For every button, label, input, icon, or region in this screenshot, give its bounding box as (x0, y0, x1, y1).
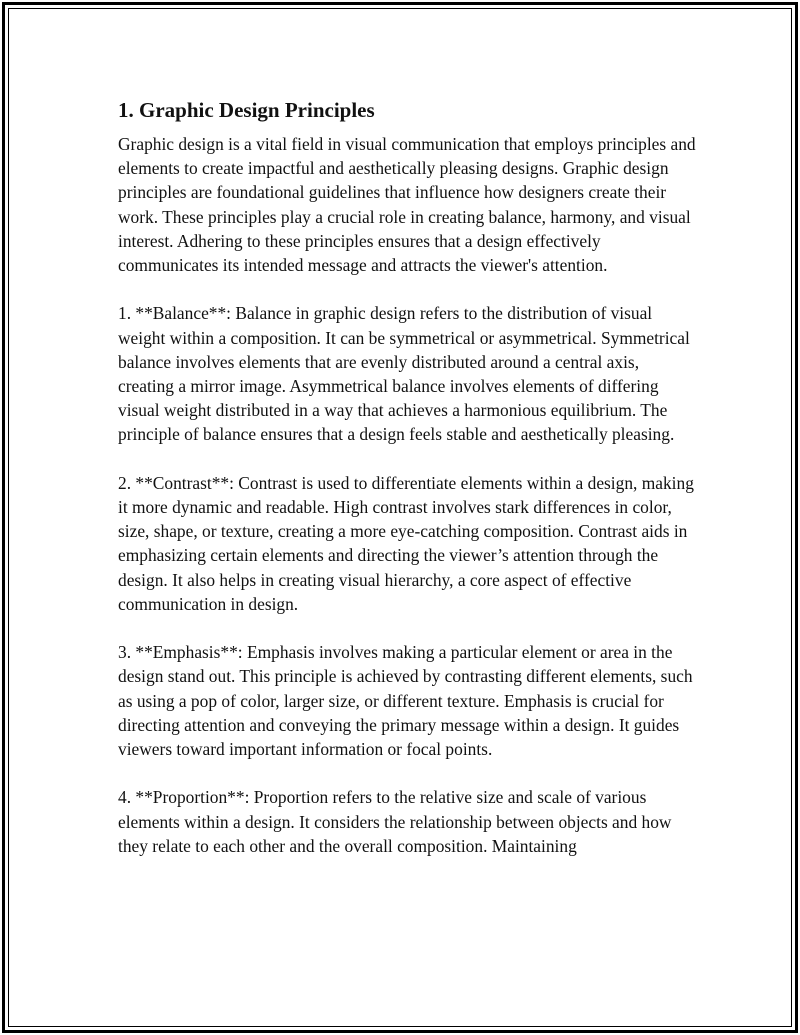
document-body (118, 97, 698, 882)
document-title: 1. Graphic Design Principles (118, 98, 375, 122)
page-border (2, 2, 798, 1033)
balance-paragraph: 1. **Balance**: Balance in graphic design refers to the distribution of visual weight within a composition. It can be symmetrical or asymmetrical. Symmetrical balance involves elements that are evenly distributed around a central axis, creating a mirror image. Asymmetrical balance involves elements of differing visual weight distributed in a way that achieves a harmonious equilibrium. The principle of balance ensures that a design feels stable and aesthetically pleasing. (118, 303, 690, 445)
contrast-paragraph: 2. **Contrast**: Contrast is used to differentiate elements within a design, making it more dynamic and readable. High contrast involves stark differences in color, size, shape, or texture, creating a more eye-catching composition. Contrast aids in emphasizing certain elements and directing the viewer’s attention through the design. It also helps in creating visual hierarchy, a core aspect of effective communication in design. (118, 472, 694, 614)
proportion-paragraph: 4. **Proportion**: Proportion refers to the relative size and scale of various elements within a design. It considers the relationship between objects and how they relate to each other and the overall composition. Maintaining (118, 787, 672, 856)
emphasis-paragraph: 3. **Emphasis**: Emphasis involves making a particular element or area in the design stand out. This principle is achieved by contrasting different elements, such as using a pop of color, larger size, or different texture. Emphasis is crucial for directing attention and conveying the primary message within a design. It guides viewers toward important information or focal points. (118, 642, 693, 760)
intro-paragraph: Graphic design is a vital field in visual communication that employs principles and elements to create impactful and aesthetically pleasing designs. Graphic design principles are foundational guidelines that influence how designers create their work. These principles play a crucial role in creating balance, harmony, and visual interest. Adhering to these principles ensures that a design effectively communicates its intended message and attracts the viewer's attention. (118, 134, 696, 276)
